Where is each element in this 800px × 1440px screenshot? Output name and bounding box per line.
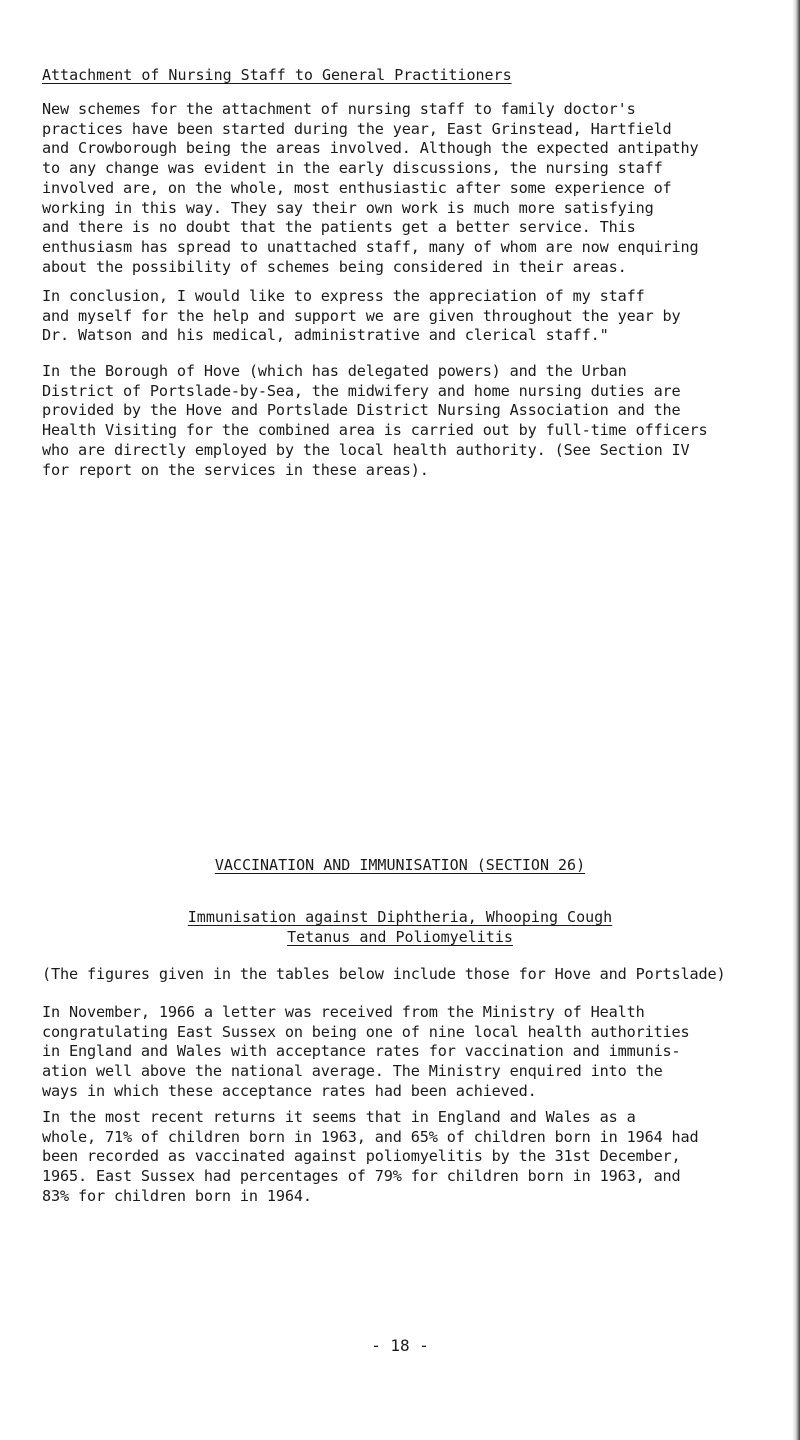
vaccination-subtitle-line-2-text: Tetanus and Poliomyelitis [287, 928, 513, 946]
paragraph-conclusion: In conclusion, I would like to express the appreciation of my staff and myself for the help and support we are given throughout the year by Dr. Watson and his medical, administrative and clerical staff." [42, 287, 681, 345]
vaccination-subtitle-line-2 [0, 927, 800, 947]
paragraph-hove-portslade: In the Borough of Hove (which has delegated powers) and the Urban District of Portslade-by-Sea, the midwifery and home nursing duties are provided by the Hove and Portslade District Nursing Association and the Health Visiting for the combined area is carried out by full-time officers who are directly employed by the local health authority. (See Section IV for report on the services in these areas). [42, 362, 708, 479]
vaccination-section-title-text: VACCINATION AND IMMUNISATION (SECTION 26) [214, 856, 586, 874]
page-edge-shadow [792, 0, 800, 1440]
paragraph-new-schemes: New schemes for the attachment of nursing staff to family doctor's practices have been started during the year, East Grinstead, Hartfield and Crowborough being the areas involved. Although the expected antipathy to any change was evident in the early discussions, the nursing staff involved are, on the whole, most enthusiastic after some experience of working in this way. They say their own work is much more satisfying and there is no doubt that the patients get a better service. This enthusiasm has spread to unattached staff, many of whom are now enquiring about the possibility of schemes being considered in their areas. [42, 100, 699, 276]
vaccination-section-title [0, 855, 800, 875]
paragraph-ministry-letter: In November, 1966 a letter was received from the Ministry of Health congratulating East Sussex on being one of nine local health authorities in England and Wales with acceptance rates for vaccination and immunis- ation well above the national average. The Ministry enquired into the ways in which these acceptance rates had been achieved. [42, 1003, 690, 1100]
paragraph-figures-note: (The figures given in the tables below include those for Hove and Portslade) [42, 965, 726, 983]
section-heading-nursing-attachment: Attachment of Nursing Staff to General Practitioners [42, 66, 512, 84]
paragraph-recent-returns: In the most recent returns it seems that in England and Wales as a whole, 71% of children born in 1963, and 65% of children born in 1964 had been recorded as vaccinated against poliomyelitis by the 31st December, 1965. East Sussex had percentages of 79% for children born in 1963, and 83% for children born in 1964. [42, 1108, 699, 1205]
page-number: - 18 - [371, 1336, 429, 1355]
vaccination-subtitle-line-1 [0, 907, 800, 927]
vaccination-subtitle-line-1-text: Immunisation against Diphtheria, Whooping Cough [187, 908, 613, 926]
